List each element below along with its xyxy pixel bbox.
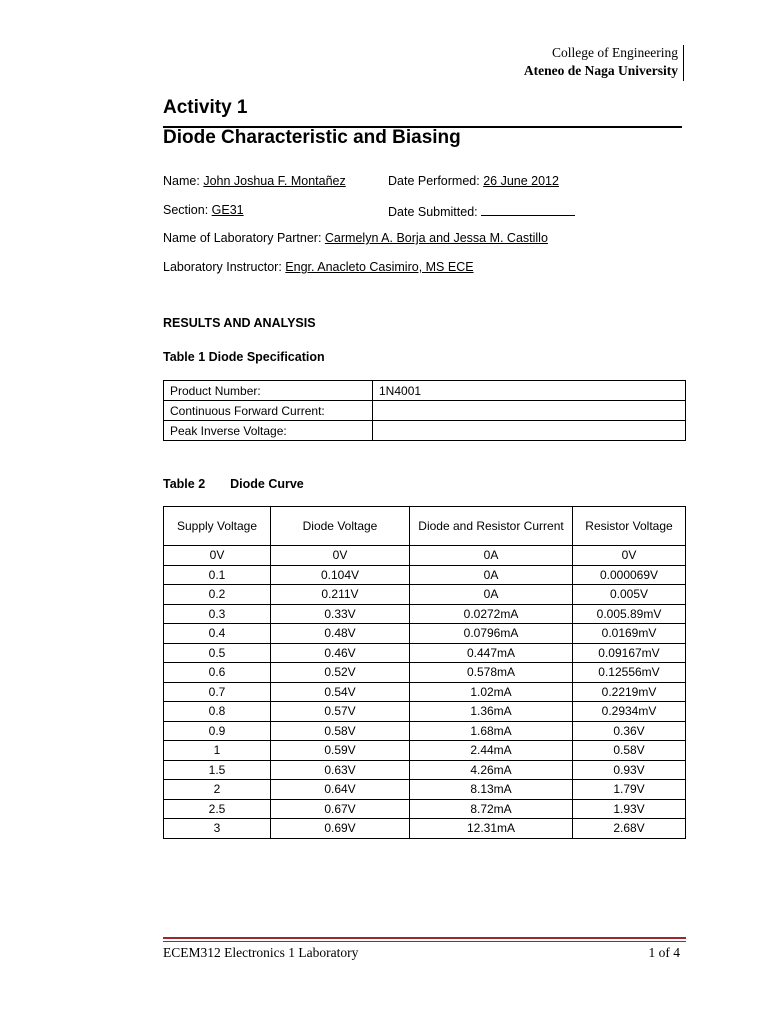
resistor-voltage-cell: 1.79V [573, 780, 686, 800]
resistor-voltage-cell: 1.93V [573, 799, 686, 819]
instructor-label: Laboratory Instructor: [163, 260, 282, 274]
diode-spec-table [163, 380, 686, 441]
partner-label: Name of Laboratory Partner: [163, 231, 322, 245]
header-resistor-voltage: Resistor Voltage [573, 507, 686, 546]
current-cell: 8.13mA [410, 780, 573, 800]
header-current: Diode and Resistor Current [410, 507, 573, 546]
resistor-voltage-cell: 0V [573, 546, 686, 566]
footer-rule [163, 937, 686, 939]
diode-voltage-cell: 0.48V [271, 624, 410, 644]
activity-subject: Diode Characteristic and Biasing [163, 127, 461, 148]
supply-voltage-cell: 0.2 [164, 585, 271, 605]
table-row [164, 585, 686, 605]
name-label: Name: [163, 174, 200, 188]
diode-curve-table [163, 506, 686, 839]
diode-voltage-cell: 0.33V [271, 604, 410, 624]
supply-voltage-cell: 0.4 [164, 624, 271, 644]
supply-voltage-cell: 3 [164, 819, 271, 839]
resistor-voltage-cell: 0.09167mV [573, 643, 686, 663]
table-row [164, 604, 686, 624]
table-row [164, 624, 686, 644]
diode-voltage-cell: 0.59V [271, 741, 410, 761]
table2-caption [163, 477, 304, 491]
name-line [163, 174, 346, 188]
table-row [164, 819, 686, 839]
diode-voltage-cell: 0.57V [271, 702, 410, 722]
supply-voltage-cell: 0.8 [164, 702, 271, 722]
current-cell: 0.0272mA [410, 604, 573, 624]
partner-line [163, 231, 548, 245]
resistor-voltage-cell: 0.2934mV [573, 702, 686, 722]
diode-voltage-cell: 0.69V [271, 819, 410, 839]
resistor-voltage-cell: 0.005V [573, 585, 686, 605]
table2-caption-title: Diode Curve [230, 477, 304, 491]
table-row [164, 381, 686, 401]
table-row [164, 421, 686, 441]
spec-label-cell: Peak Inverse Voltage: [164, 421, 373, 441]
table-row [164, 401, 686, 421]
supply-voltage-cell: 0.6 [164, 663, 271, 683]
current-cell: 0A [410, 546, 573, 566]
table-row [164, 565, 686, 585]
current-cell: 0.578mA [410, 663, 573, 683]
table1-caption: Table 1 Diode Specification [163, 350, 325, 364]
college-name: College of Engineering [552, 45, 678, 60]
current-cell: 2.44mA [410, 741, 573, 761]
current-cell: 4.26mA [410, 760, 573, 780]
footer-rule-thin [163, 941, 686, 942]
diode-voltage-cell: 0.63V [271, 760, 410, 780]
spec-label-cell: Continuous Forward Current: [164, 401, 373, 421]
document-header [524, 44, 684, 80]
diode-voltage-cell: 0.104V [271, 565, 410, 585]
table-row [164, 702, 686, 722]
diode-voltage-cell: 0.52V [271, 663, 410, 683]
current-cell: 1.68mA [410, 721, 573, 741]
supply-voltage-cell: 0V [164, 546, 271, 566]
current-cell: 1.02mA [410, 682, 573, 702]
diode-voltage-cell: 0.211V [271, 585, 410, 605]
supply-voltage-cell: 0.3 [164, 604, 271, 624]
spec-value-cell [373, 421, 686, 441]
date-submitted-blank [481, 203, 575, 216]
name-value: John Joshua F. Montañez [203, 174, 346, 188]
footer-page-number: 1 of 4 [648, 945, 680, 960]
diode-voltage-cell: 0.64V [271, 780, 410, 800]
resistor-voltage-cell: 0.58V [573, 741, 686, 761]
section-line [163, 203, 244, 217]
date-performed-label: Date Performed: [388, 174, 480, 188]
activity-title: Activity 1 [163, 97, 248, 118]
table2-caption-label: Table 2 [163, 477, 206, 491]
footer-course: ECEM312 Electronics 1 Laboratory [163, 945, 359, 960]
table-row [164, 663, 686, 683]
header-supply-voltage: Supply Voltage [164, 507, 271, 546]
current-cell: 0A [410, 585, 573, 605]
date-submitted-line [388, 203, 575, 219]
spec-label-cell: Product Number: [164, 381, 373, 401]
supply-voltage-cell: 0.9 [164, 721, 271, 741]
current-cell: 0A [410, 565, 573, 585]
header-divider [683, 45, 684, 81]
table-row [164, 799, 686, 819]
table-row [164, 682, 686, 702]
spec-value-cell: 1N4001 [373, 381, 686, 401]
partner-value: Carmelyn A. Borja and Jessa M. Castillo [324, 231, 548, 245]
diode-voltage-cell: 0.58V [271, 721, 410, 741]
current-cell: 1.36mA [410, 702, 573, 722]
diode-voltage-cell: 0.46V [271, 643, 410, 663]
header-diode-voltage: Diode Voltage [271, 507, 410, 546]
supply-voltage-cell: 2.5 [164, 799, 271, 819]
results-heading: RESULTS AND ANALYSIS [163, 316, 316, 330]
instructor-line [163, 260, 474, 274]
supply-voltage-cell: 1 [164, 741, 271, 761]
diode-voltage-cell: 0V [271, 546, 410, 566]
table-row [164, 741, 686, 761]
table-header-row [164, 507, 686, 546]
date-performed-line [388, 174, 559, 188]
resistor-voltage-cell: 0.000069V [573, 565, 686, 585]
supply-voltage-cell: 1.5 [164, 760, 271, 780]
supply-voltage-cell: 0.1 [164, 565, 271, 585]
resistor-voltage-cell: 0.93V [573, 760, 686, 780]
university-name: Ateneo de Naga University [523, 63, 678, 78]
current-cell: 12.31mA [410, 819, 573, 839]
table-row [164, 643, 686, 663]
resistor-voltage-cell: 2.68V [573, 819, 686, 839]
resistor-voltage-cell: 0.12556mV [573, 663, 686, 683]
resistor-voltage-cell: 0.005.89mV [573, 604, 686, 624]
current-cell: 0.447mA [410, 643, 573, 663]
supply-voltage-cell: 0.5 [164, 643, 271, 663]
instructor-value: Engr. Anacleto Casimiro, MS ECE [285, 260, 474, 274]
table-row [164, 546, 686, 566]
table-row [164, 780, 686, 800]
diode-voltage-cell: 0.67V [271, 799, 410, 819]
resistor-voltage-cell: 0.0169mV [573, 624, 686, 644]
section-label: Section: [163, 203, 209, 217]
section-value: GE31 [211, 203, 244, 217]
date-performed-value: 26 June 2012 [483, 174, 559, 188]
current-cell: 0.0796mA [410, 624, 573, 644]
diode-voltage-cell: 0.54V [271, 682, 410, 702]
supply-voltage-cell: 2 [164, 780, 271, 800]
current-cell: 8.72mA [410, 799, 573, 819]
table-row [164, 760, 686, 780]
supply-voltage-cell: 0.7 [164, 682, 271, 702]
resistor-voltage-cell: 0.36V [573, 721, 686, 741]
resistor-voltage-cell: 0.2219mV [573, 682, 686, 702]
spec-value-cell [373, 401, 686, 421]
table-row [164, 721, 686, 741]
date-submitted-label: Date Submitted: [388, 205, 478, 219]
